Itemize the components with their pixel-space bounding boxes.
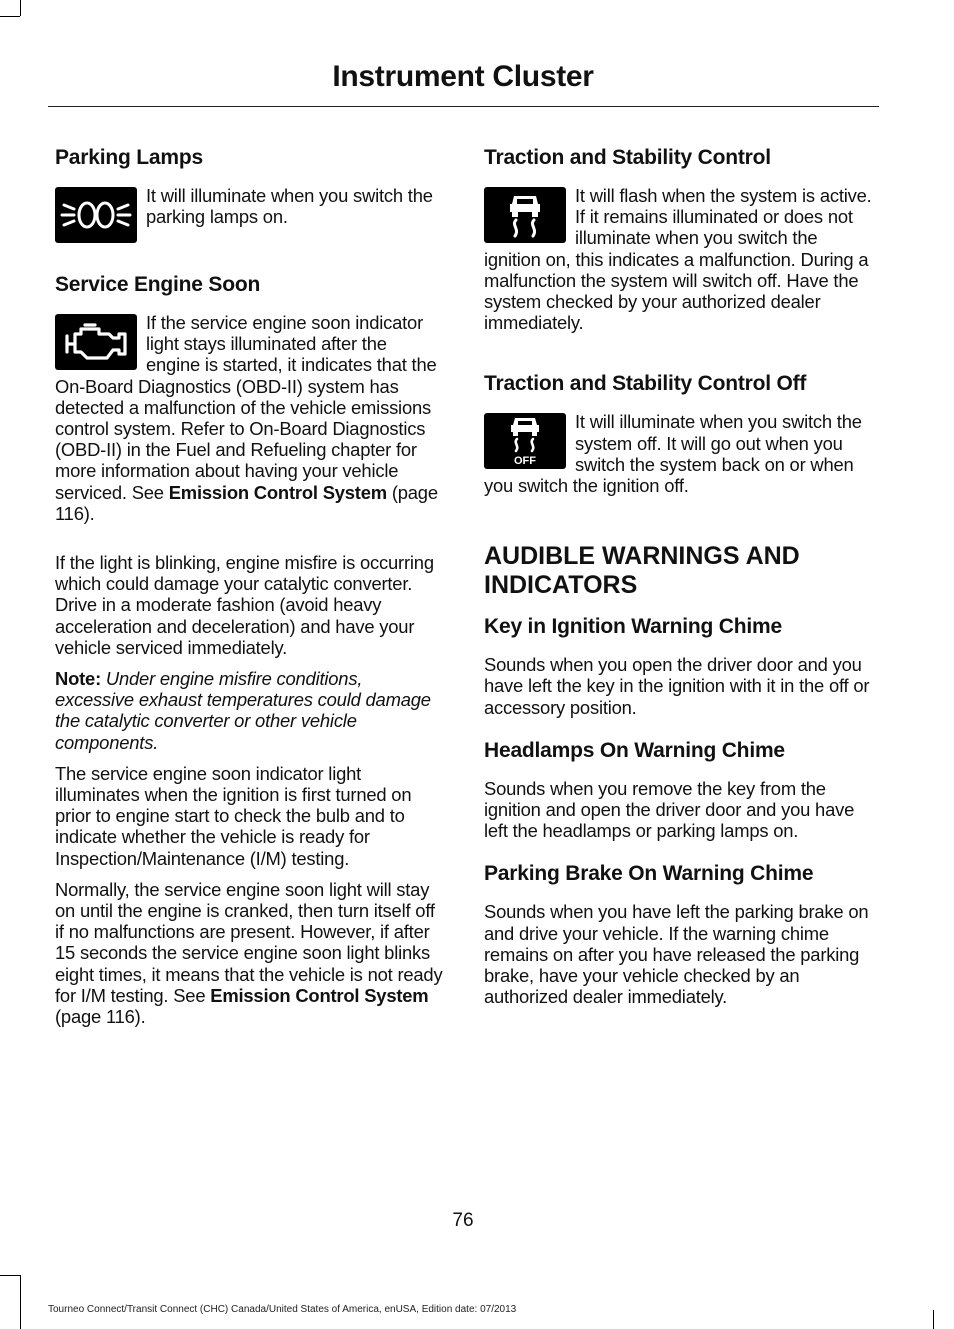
- parking-lamps-row: [55, 185, 445, 246]
- note-text: Under engine misfire conditions, excessive exhaust temperatures could damage the catalytic converter or other vehicle components.: [55, 668, 431, 753]
- page-number: 76: [452, 1210, 474, 1231]
- parking-lamps-icon: [55, 187, 137, 243]
- crop-mark: [0, 1275, 20, 1276]
- crop-mark: [20, 1275, 21, 1329]
- traction-off-text: It will illuminate when you switch the system off. It will go out when you switch the system back on or when you switch the ignition off.: [484, 411, 862, 497]
- traction-control-icon: [484, 187, 566, 243]
- parking-lamps-text: It will illuminate when you switch the parking lamps on.: [146, 185, 433, 228]
- headlamps-on-text: Sounds when you remove the key from the ignition and open the driver door and you have left the headlamps or parking lamps on.: [484, 777, 855, 842]
- traction-heading: Traction and Stability Control: [484, 146, 771, 169]
- parking-lamps-section: [55, 145, 445, 246]
- key-in-ignition-heading: Key in Ignition Warning Chime: [484, 615, 782, 639]
- service-engine-paragraph-4: [55, 879, 445, 1027]
- check-engine-icon: [55, 314, 137, 370]
- headlamps-on-heading: Headlamps On Warning Chime: [484, 738, 785, 762]
- right-column: [484, 145, 876, 1017]
- traction-row: [484, 185, 876, 343]
- service-engine-section: [55, 272, 445, 1027]
- key-in-ignition-text: Sounds when you open the driver door and you have left the key in the ignition with it in the off or accessory position.: [484, 654, 870, 718]
- service-engine-row: [55, 312, 445, 534]
- footer-edition-info: Tourneo Connect/Transit Connect (CHC) Canada/United States of America, enUSA, Edition date: 07/2013: [48, 1304, 517, 1315]
- traction-off-row: [484, 411, 876, 506]
- page-title: Instrument Cluster: [332, 60, 594, 93]
- crop-mark: [933, 1310, 934, 1329]
- crop-mark: [0, 16, 20, 17]
- left-column: [55, 145, 445, 1037]
- traction-off-heading: Traction and Stability Control Off: [484, 372, 807, 396]
- note-label: Note:: [55, 668, 101, 690]
- audible-warnings-section: [484, 542, 876, 1007]
- service-engine-note: [55, 668, 445, 753]
- traction-section: [484, 145, 876, 343]
- service-engine-paragraph-2: If the light is blinking, engine misfire is occurring which could damage your catalytic converter. Drive in a moderate fashion (avoid heavy acceleration and deceleration) and have your vehicle serviced immediately.: [55, 552, 434, 658]
- traction-control-off-icon: [484, 413, 566, 469]
- page-reference: (page 116).: [55, 481, 438, 524]
- service-engine-heading: Service Engine Soon: [55, 273, 261, 296]
- off-label: OFF: [514, 455, 536, 468]
- parking-brake-text: Sounds when you have left the parking brake on and drive your vehicle. If the warning chime remains on after you have released the parking brake, have your vehicle checked by an authorized dealer immediately.: [484, 901, 869, 1008]
- audible-warnings-heading: AUDIBLE WARNINGS AND INDICATORS: [484, 542, 800, 600]
- service-engine-text-4: Normally, the service engine soon light will stay on until the engine is cranked, then turn itself off if no malfunctions are present. However, if after 15 seconds the service engine soon light blinks eight times, it means that the vehicle is not ready for I/M testing. See: [55, 878, 443, 1006]
- parking-brake-heading: Parking Brake On Warning Chime: [484, 862, 814, 886]
- crop-mark: [20, 0, 21, 16]
- service-engine-text-1: If the service engine soon indicator light stays illuminated after the engine is started, it indicates that the On-Board Diagnostics (OBD-II) system has detected a malfunction of the vehicle emissions control system. Refer to On-Board Diagnostics (OBD-II) in the Fuel and Refueling chapter for more information about having your vehicle serviced. See: [55, 312, 437, 503]
- emission-control-reference: Emission Control System: [168, 481, 387, 503]
- page-reference: (page 116).: [55, 1006, 146, 1028]
- traction-off-section: [484, 371, 876, 506]
- title-divider: [48, 106, 879, 107]
- parking-lamps-heading: Parking Lamps: [55, 146, 203, 169]
- traction-text: It will flash when the system is active. If it remains illuminated or does not illuminate when you switch the ignition on, this indicates a malfunction. During a malfunction the system will switch off. Have the system checked by your authorized dealer immediately.: [484, 185, 872, 334]
- emission-control-reference: Emission Control System: [210, 984, 429, 1006]
- service-engine-paragraph-3: The service engine soon indicator light illuminates when the ignition is first turned on prior to engine start to check the bulb and to indicate whether the vehicle is ready for Inspection/Maintenance (I/M) testing.: [55, 762, 412, 869]
